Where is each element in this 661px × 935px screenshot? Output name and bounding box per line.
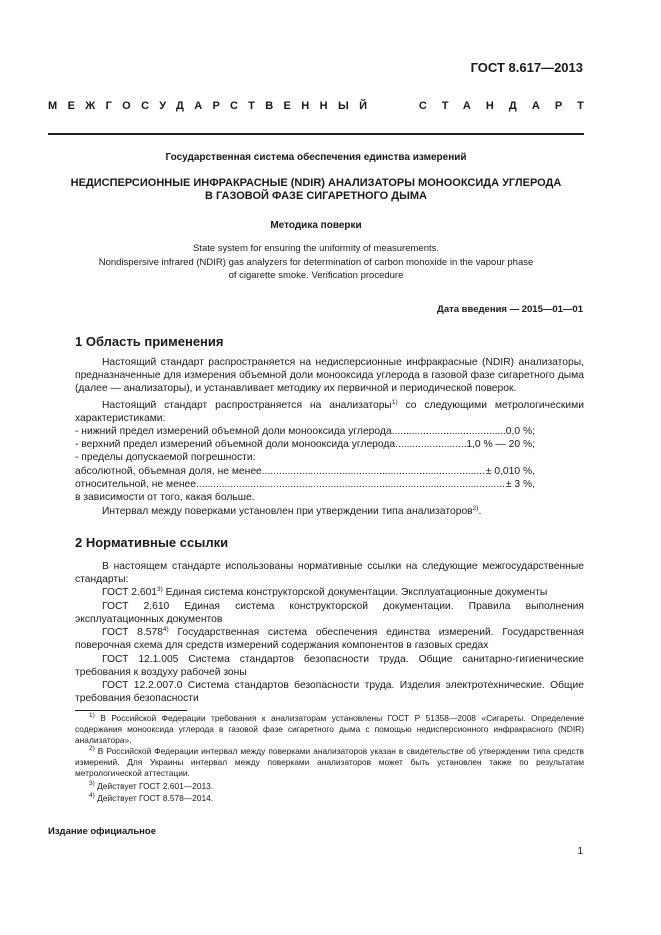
section-1-paragraph-3 xyxy=(75,505,584,518)
paragraph-text: со следующими метрологическими характеристиками: xyxy=(75,400,584,424)
reference-code: ГОСТ 8.578 xyxy=(102,627,163,638)
footnote-ref-4[interactable]: 4) xyxy=(162,626,169,633)
footnote-mark: 3) xyxy=(89,780,95,787)
paragraph-text: . xyxy=(478,506,482,517)
characteristic-label: - верхний предел измерений объемной доли монооксида углерода xyxy=(75,439,396,450)
section-1-paragraph-1: Настоящий стандарт распространяется на недисперсионные инфракрасные (NDIR) анализаторы, предназначенные для измерения объемной доли монооксида углерода в газовой фазе сигаретного дыма (далее — анализаторы), и устанавливает методику их первичной и периодической поверок. xyxy=(75,357,584,394)
interstate-standard-banner xyxy=(48,100,599,112)
reference-gost-12-2-007-0: ГОСТ 12.2.007.0 Система стандартов безопасности труда. Изделия электротехнические. Общие требования безопасности xyxy=(75,680,584,704)
footnote-2 xyxy=(75,746,584,779)
section-2-paragraph-1: В настоящем стандарте использованы нормативные ссылки на следующие межгосударственные стандарты: xyxy=(75,561,584,585)
reference-code: ГОСТ 2.601 xyxy=(102,587,158,598)
footnote-ref-3[interactable]: 3) xyxy=(157,586,163,593)
dot-leader xyxy=(262,465,486,478)
reference-gost-2-601 xyxy=(75,586,584,599)
characteristic-label: абсолютной, объемная доля, не менее xyxy=(75,466,262,477)
footnote-text: Действует ГОСТ 8.578—2014. xyxy=(94,793,214,803)
footnote-3 xyxy=(75,781,584,792)
characteristic-row-absolute xyxy=(75,465,535,478)
official-edition-label: Издание официальное xyxy=(48,826,156,837)
characteristic-row-lower-limit xyxy=(75,425,535,438)
characteristic-row-relative xyxy=(75,478,535,491)
footnote-text: Действует ГОСТ 2.601—2013. xyxy=(94,781,214,791)
title-line-2: В ГАЗОВОЙ ФАЗЕ СИГАРЕТНОГО ДЫМА xyxy=(205,190,427,202)
reference-gost-2-610: ГОСТ 2.610 Единая система конструкторской документации. Правила выполнения эксплуатационных документов xyxy=(75,601,584,625)
document-code: ГОСТ 8.617—2013 xyxy=(470,60,583,75)
characteristic-value: ± 3 %, xyxy=(505,479,535,490)
characteristic-note: в зависимости от того, какая больше. xyxy=(75,492,255,503)
english-title-line-1: State system for ensuring the uniformity of measurements. xyxy=(192,243,440,254)
english-title-line-2: Nondispersive infrared (NDIR) gas analyzers for determination of carbon monoxide in the vapour phase xyxy=(98,256,534,268)
section-1-paragraph-2 xyxy=(75,399,584,425)
title-line-1: НЕДИСПЕРСИОННЫЕ ИНФРАКРАСНЫЕ (NDIR) АНАЛИЗАТОРЫ МОНООКСИДА УГЛЕРОДА xyxy=(70,177,562,189)
footnote-divider xyxy=(75,710,187,711)
footnote-text: В Российской Федерации интервал между поверками анализаторов указан в свидетельстве об утверждении типа средств измерений. Для Украины интервал между поверками анализаторов может быть установлен также по результатам метрологической аттестации. xyxy=(75,746,584,778)
banner-word-interstate: МЕЖГОСУДАРСТВЕННЫЙ xyxy=(48,100,378,112)
footnote-mark: 4) xyxy=(89,792,95,799)
characteristic-label: относительной, не менее xyxy=(75,479,196,490)
dot-leader xyxy=(392,425,506,438)
paragraph-text: Интервал между поверками установлен при утверждении типа анализаторов xyxy=(102,506,473,517)
dot-leader xyxy=(196,478,506,491)
footnote-1 xyxy=(75,713,584,746)
footnote-mark: 1) xyxy=(89,712,95,719)
document-subtitle: Методика поверки xyxy=(270,220,362,231)
standard-series: Государственная система обеспечения единства измерений xyxy=(165,152,467,163)
english-title-line-3: of cigarette smoke. Verification procedure xyxy=(228,270,404,281)
characteristic-row-upper-limit xyxy=(75,438,535,451)
reference-title: Единая система конструкторской документации. Эксплуатационные документы xyxy=(162,587,548,598)
reference-gost-12-1-005: ГОСТ 12.1.005 Система стандартов безопасности труда. Общие санитарно-гигиенические требования к воздуху рабочей зоны xyxy=(75,654,584,678)
characteristic-value: ± 0,010 %, xyxy=(485,466,535,477)
footnote-4 xyxy=(75,793,584,804)
characteristic-value: 0,0 %; xyxy=(505,426,535,437)
english-title xyxy=(48,242,584,283)
section-1-heading: 1 Область применения xyxy=(75,334,224,349)
characteristic-value: 1,0 % — 20 %; xyxy=(466,439,535,450)
section-2-heading: 2 Нормативные ссылки xyxy=(75,535,229,550)
header-divider xyxy=(48,133,584,135)
footnote-mark: 2) xyxy=(89,745,95,752)
footnote-text: В Российской Федерации требования к анализаторам установлены ГОСТ Р 51358—2008 «Сигареты. Определение содержания монооксида углерода в газовой фазе сигаретного дыма с помощью недисперсионного инфракрасного (NDIR) анализатора». xyxy=(75,713,584,745)
reference-title: Государственная система обеспечения единства измерений. Государственная поверочная схема для средств измерений содержания компонентов в газовых средах xyxy=(75,627,584,651)
document-title xyxy=(48,177,584,203)
banner-word-standard: СТАНДАРТ xyxy=(418,100,599,112)
characteristic-error-limits: - пределы допускаемой погрешности: xyxy=(75,452,256,463)
footnote-ref-1[interactable]: 1) xyxy=(391,399,398,406)
page-number: 1 xyxy=(577,846,583,857)
characteristic-label: - нижний предел измерений объемной доли монооксида углерода xyxy=(75,426,392,437)
reference-gost-8-578 xyxy=(75,626,584,652)
introduction-date: Дата введения — 2015—01—01 xyxy=(437,304,583,315)
dot-leader xyxy=(395,438,466,451)
footnote-ref-2[interactable]: 2) xyxy=(472,505,479,512)
paragraph-text: Настоящий стандарт распространяется на анализаторы xyxy=(102,400,392,411)
